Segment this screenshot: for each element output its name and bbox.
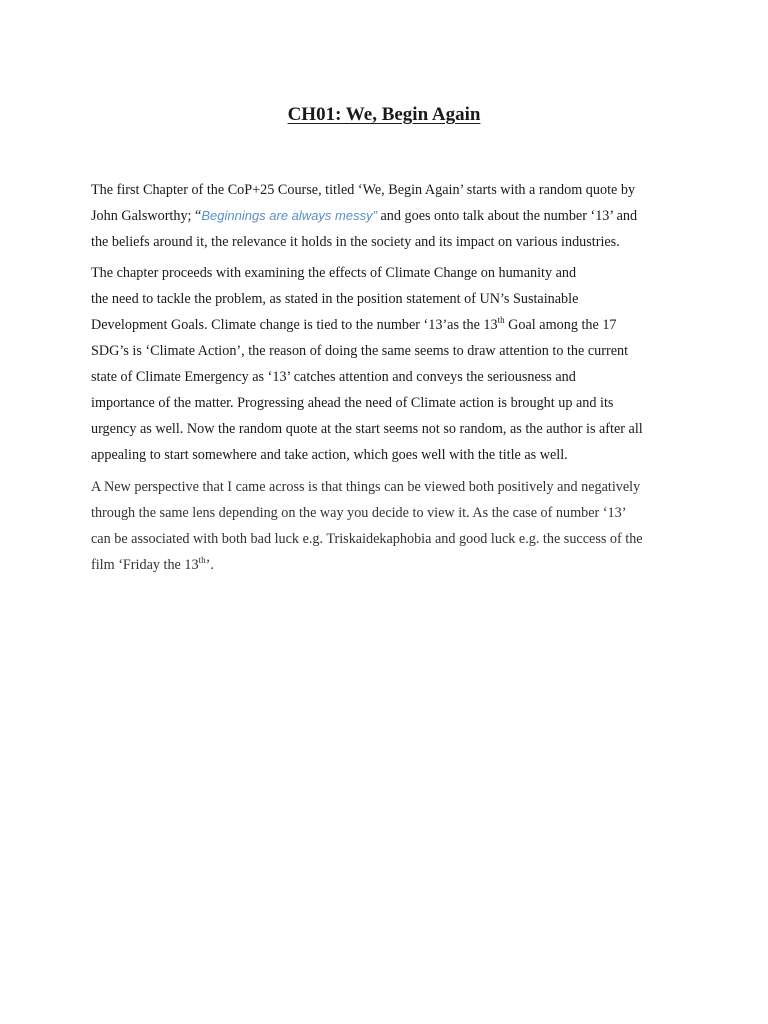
paragraph-line: importance of the matter. Progressing ahead the need of Climate action is brought up and its bbox=[91, 395, 614, 411]
paragraph-line: A New perspective that I came across is that things can be viewed both positively and negatively bbox=[91, 479, 641, 495]
paragraph-line: SDG’s is ‘Climate Action’, the reason of doing the same seems to draw attention to the current bbox=[91, 343, 629, 359]
paragraph-line: The chapter proceeds with examining the effects of Climate Change on humanity and bbox=[91, 265, 577, 281]
quote-text: Beginnings are always messy” bbox=[201, 208, 377, 223]
paragraph-line: through the same lens depending on the way you decide to view it. As the case of number ‘13’ bbox=[91, 505, 627, 521]
chapter-title: CH01: We, Begin Again bbox=[287, 104, 481, 125]
paragraph-climate bbox=[91, 260, 691, 468]
paragraph-perspective bbox=[91, 474, 691, 578]
superscript: th bbox=[198, 555, 206, 565]
paragraph-line: appealing to start somewhere and take action, which goes well with the title as well. bbox=[91, 447, 568, 463]
paragraph-line: urgency as well. Now the random quote at the start seems not so random, as the author is after all bbox=[91, 421, 643, 437]
line-text: John Galsworthy; “ bbox=[91, 208, 202, 224]
line-text: film ‘Friday the 13 bbox=[91, 557, 199, 573]
paragraph-intro bbox=[91, 177, 691, 255]
line-text: ’. bbox=[205, 557, 214, 573]
line-text: Development Goals. Climate change is tied to the number ‘13’as the 13 bbox=[91, 317, 498, 333]
paragraph-line bbox=[91, 552, 691, 578]
paragraph-line: state of Climate Emergency as ‘13’ catches attention and conveys the seriousness and bbox=[91, 369, 576, 385]
paragraph-line: the beliefs around it, the relevance it holds in the society and its impact on various industries. bbox=[91, 234, 620, 250]
paragraph-line bbox=[91, 312, 691, 338]
line-text: Goal among the 17 bbox=[504, 317, 617, 333]
paragraph-line: can be associated with both bad luck e.g. Triskaidekaphobia and good luck e.g. the success of the bbox=[91, 531, 643, 547]
paragraph-line: the need to tackle the problem, as stated in the position statement of UN’s Sustainable bbox=[91, 291, 579, 307]
paragraph-line bbox=[91, 203, 691, 229]
superscript: th bbox=[497, 315, 505, 325]
paragraph-line: The first Chapter of the CoP+25 Course, titled ‘We, Begin Again’ starts with a random quote by bbox=[91, 182, 636, 198]
line-text: and goes onto talk about the number ‘13’ and bbox=[376, 208, 638, 224]
